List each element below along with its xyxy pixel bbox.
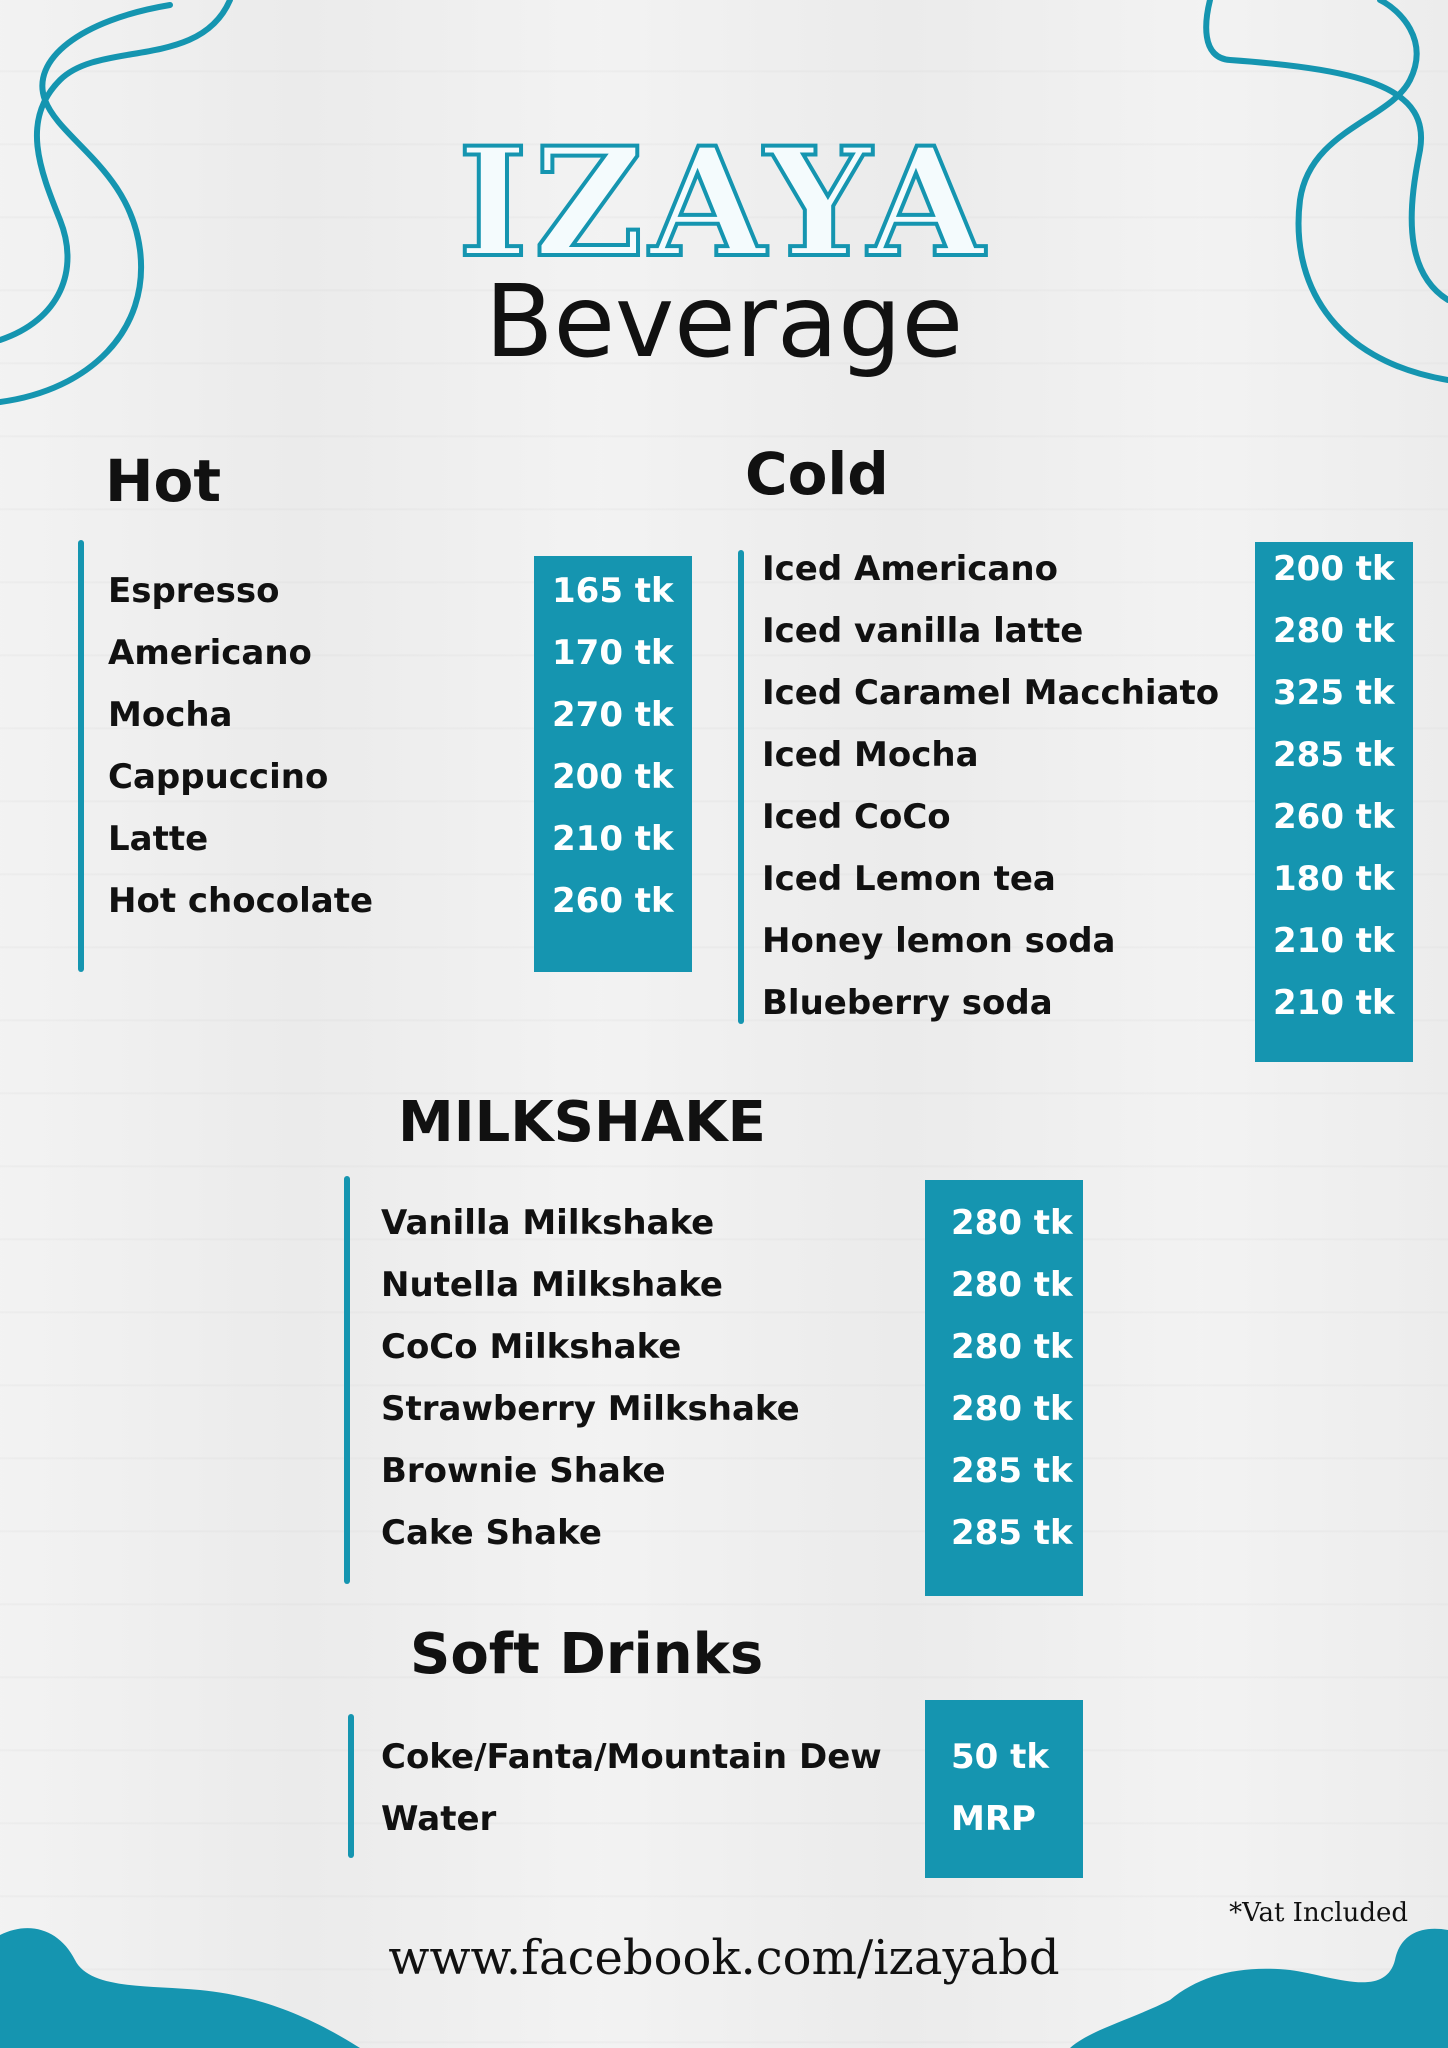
list-item <box>381 1316 1073 1378</box>
item-price: 210 tk <box>552 819 674 859</box>
item-name: Iced Mocha <box>762 735 979 775</box>
item-price: 200 tk <box>552 757 674 797</box>
item-name: CoCo Milkshake <box>381 1327 682 1367</box>
item-name: Mocha <box>108 695 233 735</box>
item-price: 165 tk <box>552 571 674 611</box>
item-name: Brownie Shake <box>381 1451 666 1491</box>
list-item <box>762 910 1395 972</box>
item-name: Americano <box>108 633 312 673</box>
list-item <box>108 684 674 746</box>
item-price: 285 tk <box>951 1451 1073 1491</box>
footer-url[interactable]: www.facebook.com/izayabd <box>388 1930 1060 1986</box>
item-list-hot <box>108 560 674 932</box>
section-heading-cold: Cold <box>745 440 889 508</box>
item-name: Nutella Milkshake <box>381 1265 723 1305</box>
brand-title: IZAYA <box>457 115 991 291</box>
item-name: Espresso <box>108 571 280 611</box>
list-item <box>108 560 674 622</box>
section-bar-milkshake <box>344 1176 350 1584</box>
item-name: Vanilla Milkshake <box>381 1203 715 1243</box>
section-heading-milkshake: MILKSHAKE <box>398 1090 766 1155</box>
list-item <box>381 1378 1073 1440</box>
list-item <box>381 1788 1036 1850</box>
section-bar-hot <box>78 540 84 972</box>
item-price: 280 tk <box>951 1327 1073 1367</box>
item-price: 170 tk <box>552 633 674 673</box>
list-item <box>381 1440 1073 1502</box>
item-name: Latte <box>108 819 209 859</box>
item-name: Hot chocolate <box>108 881 374 921</box>
item-name: Cappuccino <box>108 757 329 797</box>
item-price: 260 tk <box>1273 797 1395 837</box>
item-price: 270 tk <box>552 695 674 735</box>
list-item <box>381 1192 1073 1254</box>
list-item <box>108 870 674 932</box>
item-list-soft-drinks <box>381 1726 1050 1850</box>
item-name: Cake Shake <box>381 1513 602 1553</box>
list-item <box>762 724 1395 786</box>
section-bar-cold <box>738 550 744 1024</box>
item-price: 260 tk <box>552 881 674 921</box>
section-heading-hot: Hot <box>105 447 222 515</box>
item-name: Iced vanilla latte <box>762 611 1084 651</box>
list-item <box>762 786 1395 848</box>
item-list-milkshake <box>381 1192 1073 1564</box>
section-heading-soft-drinks: Soft Drinks <box>410 1622 764 1687</box>
price-box-soft-drinks <box>925 1700 1083 1878</box>
list-item <box>762 972 1395 1034</box>
item-name: Iced Lemon tea <box>762 859 1056 899</box>
section-bar-soft-drinks <box>348 1714 354 1858</box>
item-price: 200 tk <box>1273 549 1395 589</box>
item-price: 280 tk <box>951 1265 1073 1305</box>
item-name: Iced CoCo <box>762 797 951 837</box>
item-price: MRP <box>951 1799 1036 1839</box>
item-name: Coke/Fanta/Mountain Dew <box>381 1737 882 1777</box>
item-name: Honey lemon soda <box>762 921 1116 961</box>
item-name: Strawberry Milkshake <box>381 1389 800 1429</box>
item-price: 50 tk <box>951 1737 1050 1777</box>
list-item <box>762 848 1395 910</box>
list-item <box>762 662 1395 724</box>
item-price: 280 tk <box>1273 611 1395 651</box>
list-item <box>108 622 674 684</box>
item-name: Blueberry soda <box>762 983 1053 1023</box>
list-item <box>381 1726 1050 1788</box>
item-price: 285 tk <box>1273 735 1395 775</box>
list-item <box>762 600 1395 662</box>
item-price: 325 tk <box>1273 673 1395 713</box>
list-item <box>762 538 1395 600</box>
list-item <box>108 808 674 870</box>
list-item <box>108 746 674 808</box>
vat-note: *Vat Included <box>1229 1898 1408 1928</box>
page-subtitle: Beverage <box>484 263 964 380</box>
item-price: 280 tk <box>951 1389 1073 1429</box>
list-item <box>381 1254 1073 1316</box>
item-price: 285 tk <box>951 1513 1073 1553</box>
item-price: 280 tk <box>951 1203 1073 1243</box>
item-price: 180 tk <box>1273 859 1395 899</box>
item-name: Water <box>381 1799 497 1839</box>
list-item <box>381 1502 1073 1564</box>
item-name: Iced Caramel Macchiato <box>762 673 1220 713</box>
item-price: 210 tk <box>1273 921 1395 961</box>
item-list-cold <box>762 538 1395 1034</box>
item-name: Iced Americano <box>762 549 1058 589</box>
item-price: 210 tk <box>1273 983 1395 1023</box>
